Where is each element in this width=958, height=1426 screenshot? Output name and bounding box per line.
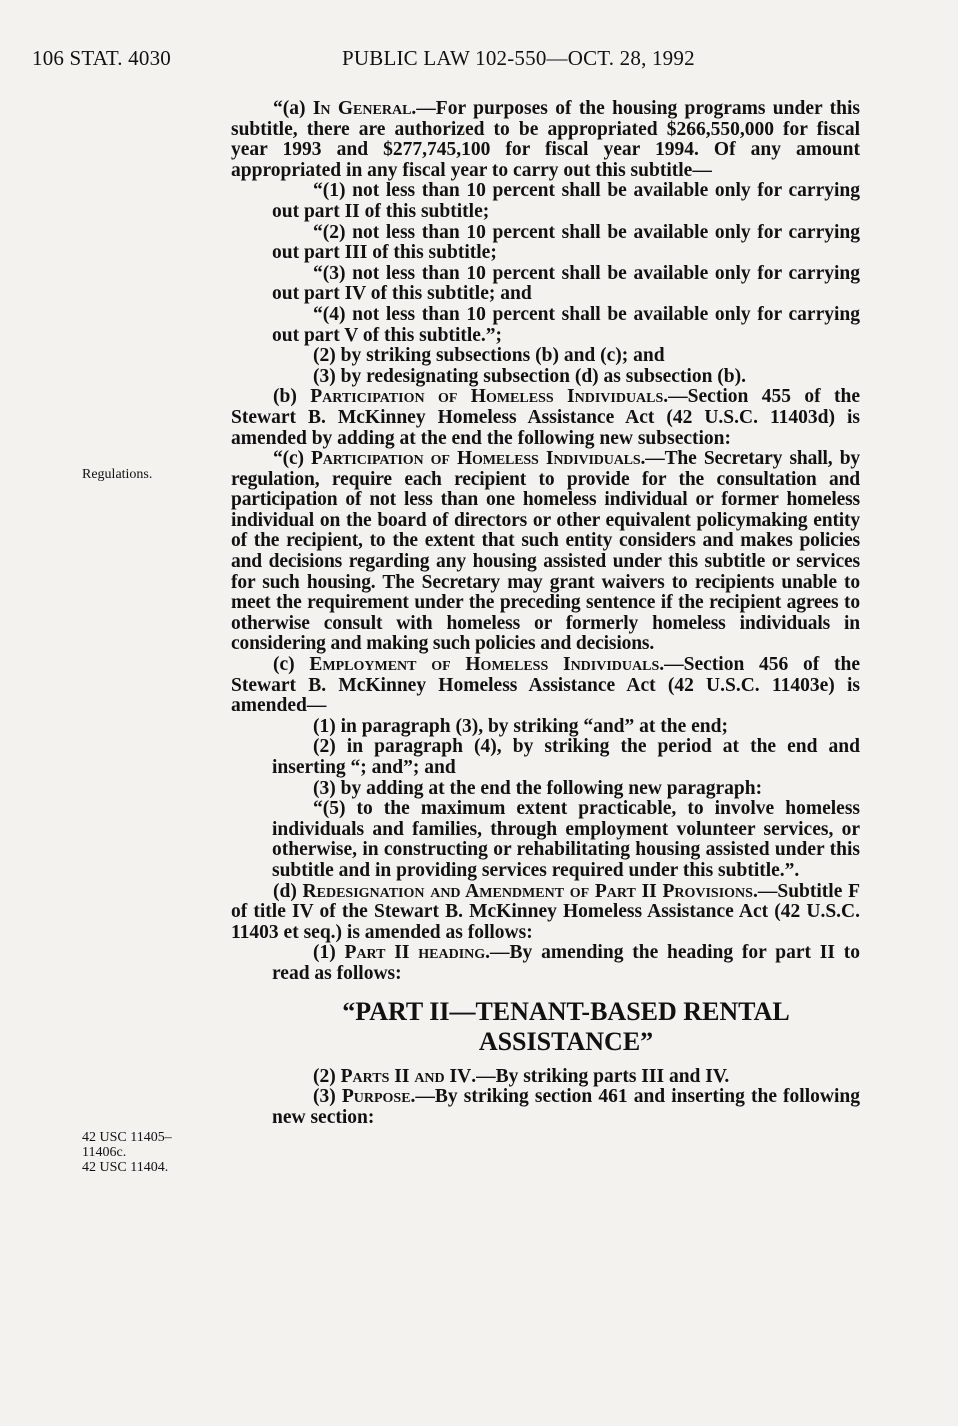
subsection-c xyxy=(231,655,860,717)
subsection-heading: Redesignation and Amendment of Part II Provisions xyxy=(302,880,753,902)
quoted-subsection-c xyxy=(231,449,860,655)
paragraph-text: .—By striking parts III and IV. xyxy=(471,1065,730,1087)
margin-note-line: 11406c. xyxy=(82,1145,127,1160)
margin-note-regulations: Regulations. xyxy=(82,467,153,482)
subsection-heading: Employment of Homeless Individuals xyxy=(309,654,660,676)
amendment-item-3: (3) by redesignating subsection (d) as subsection (b). xyxy=(313,365,747,387)
paragraph-heading: Parts II and IV xyxy=(340,1065,472,1087)
paragraph-c3: (3) by adding at the end the following new paragraph: xyxy=(313,777,763,799)
subsection-d xyxy=(231,882,860,944)
paragraph-marker: (3) xyxy=(313,1086,342,1108)
paragraph-marker: (1) xyxy=(313,942,345,964)
paragraph-a4: “(4) not less than 10 percent shall be available only for carrying out part V of this subtitle.”; xyxy=(272,303,860,346)
subsection-marker: “(c) xyxy=(273,448,312,470)
subsection-marker: (c) xyxy=(273,654,310,676)
paragraph-a1: “(1) not less than 10 percent shall be available only for carrying out part II of this subtitle; xyxy=(272,180,860,222)
subsection-marker: (b) xyxy=(273,386,311,408)
paragraph-text: .—By amending the heading for part II to read as follows: xyxy=(272,942,860,984)
subsection-b xyxy=(231,387,860,449)
subsection-heading: Participation of Homeless Individuals xyxy=(311,448,641,470)
subsection-text: .—For purposes of the housing programs under this subtitle, there are authorized to be appropriated $266,550,000 for fiscal year 1993 and $277,745,100 for fiscal year 1994. Of any amount appropriated in any fiscal year to carry out this subtitle— xyxy=(231,98,860,181)
subsection-heading: Participation of Homeless Individuals xyxy=(310,386,664,408)
margin-note-line: 42 USC 11404. xyxy=(82,1160,169,1175)
subsection-text: .—Section 456 of the Stewart B. McKinney Homeless Assistance Act (42 U.S.C. 11403e) is amended— xyxy=(231,654,860,717)
subsection-marker: (d) xyxy=(273,880,303,902)
paragraph-a2: “(2) not less than 10 percent shall be available only for carrying out part III of this subtitle; xyxy=(272,221,860,264)
paragraph-marker: (2) xyxy=(313,1065,341,1087)
paragraph-d1 xyxy=(272,943,860,984)
subsection-text: .—Subtitle F of title IV of the Stewart B. McKinney Homeless Assistance Act (42 U.S.C. 11403 et seq.) is amended as follows: xyxy=(231,880,860,943)
paragraph-heading: Part II heading xyxy=(344,942,486,964)
paragraph-heading: Purpose xyxy=(341,1086,411,1108)
paragraph-c5: “(5) to the maximum extent practicable, to involve homeless individuals and families, through employment volunteer services, or otherwise, in constructing or rehabilitating housing assisted under this subtitle and in providing services required under this subtitle.”. xyxy=(272,798,860,881)
paragraph-d2 xyxy=(272,1067,860,1088)
paragraph-a3: “(3) not less than 10 percent shall be available only for carrying out part IV of this subtitle; and xyxy=(272,262,860,305)
paragraph-c2: (2) in paragraph (4), by striking the period at the end and inserting “; and”; and xyxy=(272,736,860,778)
subsection-heading: In General xyxy=(312,98,412,119)
part-heading-line: ASSISTANCE” xyxy=(478,1026,654,1056)
subsection-text: .—Section 455 of the Stewart B. McKinney Homeless Assistance Act (42 U.S.C. 11403d) is amended by adding at the end the following new subsection: xyxy=(231,386,860,449)
amendment-item-2: (2) by striking subsections (b) and (c); and xyxy=(313,345,665,367)
subsection-a xyxy=(231,99,860,181)
subsection-marker: “(a) xyxy=(273,98,313,119)
part-heading-line: “PART II—TENANT-BASED RENTAL xyxy=(342,996,790,1026)
running-header: PUBLIC LAW 102-550—OCT. 28, 1992 xyxy=(342,46,695,70)
subsection-text: .—The Secretary shall, by regulation, require each recipient to provide for the consultation and participation of not less than one homeless individual or former homeless individual on the board of directors or other equivalent policymaking entity of the recipient, to the extent that such entity considers and makes policies and decisions regarding any housing assisted under this subtitle or services for such housing. The Secretary may grant waivers to recipients unable to meet the requirement under the preceding sentence if the recipient agrees to otherwise consult with homeless or formerly homeless individuals in considering and making such policies and decisions. xyxy=(231,448,860,655)
paragraph-d3 xyxy=(272,1087,860,1128)
margin-note-line: 42 USC 11405– xyxy=(82,1130,172,1145)
paragraph-text: .—By striking section 461 and inserting the following new section: xyxy=(272,1086,860,1128)
margin-note-usc-11405 xyxy=(82,1130,172,1175)
part-heading xyxy=(231,997,860,1057)
paragraph-c1: (1) in paragraph (3), by striking “and” at the end; xyxy=(313,715,728,737)
statute-body xyxy=(231,99,860,1128)
page-number: 106 STAT. 4030 xyxy=(32,46,171,70)
